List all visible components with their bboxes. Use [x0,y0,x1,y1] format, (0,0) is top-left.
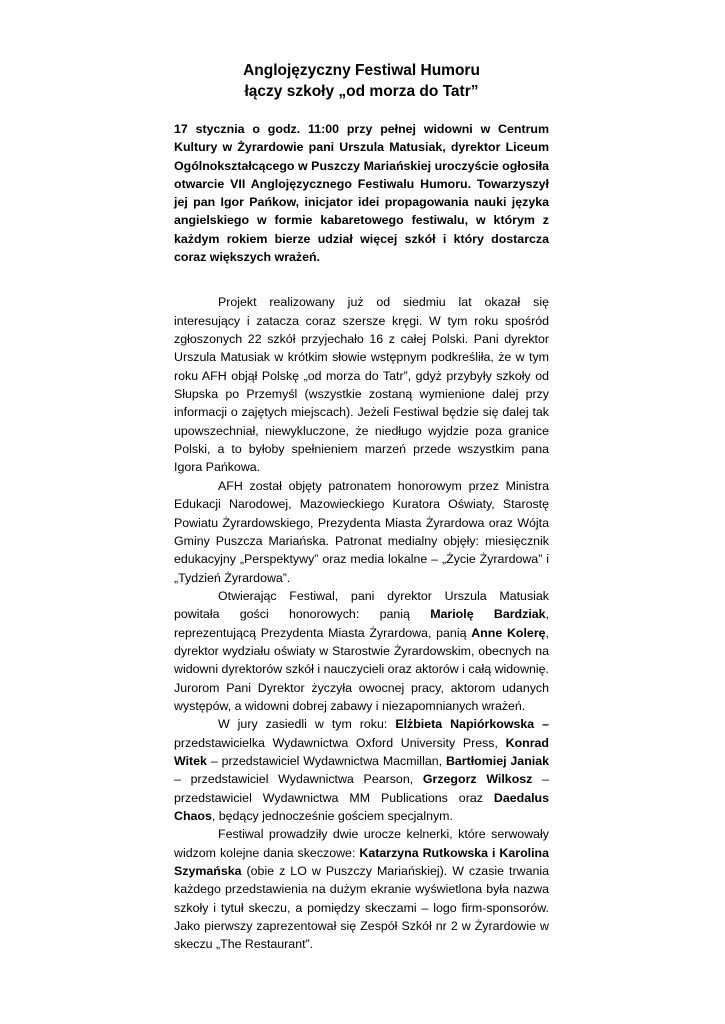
text: – przedstawiciel Wydawnictwa Macmillan, [206,753,446,768]
text: Festiwal prowadziły dwie urocze kelnerki, które serwowały widzom kolejne dania skeczowe: [174,827,549,860]
title-line-1: Anglojęzyczny Festiwal Humoru [243,62,480,79]
paragraph-project: Projekt realizowany już od siedmiu lat okazał się interesujący i zatacza coraz szersze kręgi. W tym roku spośród zgłoszonych 22 szkół przyjechało 16 z całej Polski. Pani dyrektor Urszula Matusiak w krótkim słowie wstępnym podkreśliła, że w tym roku AFH objął Polskę „od morza do Tatr”, gdyż przybyły szkoły od Słupska po Przemyśl (wszystkie zostaną wymienione dalej przy informacji o zajętych miejscach). Jeżeli Festiwal będzie się dalej tak upowszechniał, niewykluczone, że niedługo wyjdzie poza granice Polski, a to byłoby spełnieniem marzeń przede wszystkim pana Igora Pańkowa. [174,295,549,475]
paragraph-patronage: AFH został objęty patronatem honorowym przez Ministra Edukacji Narodowej, Mazowieckiego Kuratora Oświaty, Starostę Powiatu Żyrardowskiego, Prezydenta Miasta Żyrardowa oraz Wójta Gminy Puszcza Mariańska. Patronat medialny objęły: miesięcznik edukacyjny „Perspektywy” oraz media lokalne – „Życie Żyrardowa” i „Tydzień Żyrardowa”. [174,478,549,585]
text: Otwierając Festiwal, pani dyrektor Urszula Matusiak powitała gości honorowych: panią [174,588,549,622]
guest-name: Anne Kolerę [471,625,546,640]
paragraph-hosts [174,825,549,953]
text: , będący jednocześnie gościem specjalnym. [211,809,453,823]
text: W jury zasiedli w tym roku: [218,717,396,732]
juror-name: Konrad Witek [174,735,549,768]
text: (obie z LO w Puszczy Mariańskiej). W czasie trwania każdego przedstawienia na dużym ekranie wyświetlona była nazwa szkoły i tytuł skeczu, a pomiędzy skeczami – logo firm-sponsorów. Jako pierwszy zaprezentował się Zespół Szkół nr 2 w Żyrardowie w skeczu „The Restaurant”. [174,864,549,952]
text: – przedstawiciel Wydawnictwa Pearson, [174,772,423,787]
article-body [174,293,549,953]
article [174,60,549,954]
text: przedstawicielka Wydawnictwa Oxford University Press, [174,735,506,750]
text: – przedstawiciel Wydawnictwa MM Publications oraz [174,772,549,805]
text: , dyrektor wydziału oświaty w Starostwie Żyrardowskim, obecnych na widowni dyrektorów szkół i nauczycieli oraz aktorów i całą widownię. Jurorom Pani Dyrektor życzyła owocnej pracy, aktorom udanych występów, a widowni dobrej zabawy i niezapomnianych wrażeń. [174,625,549,713]
paragraph-opening [174,587,549,715]
juror-name: Bartłomiej Janiak [445,753,549,768]
article-title [174,60,549,102]
juror-name: Daedalus Chaos [174,790,549,823]
host-names: Katarzyna Rutkowska i Karolina Szymańska [174,845,550,879]
juror-name: Grzegorz Wilkosz [422,772,533,787]
lead-paragraph: 17 stycznia o godz. 11:00 przy pełnej widowni w Centrum Kultury w Żyrardowie pani Urszula Matusiak, dyrektor Liceum Ogólnokształcącego w Puszczy Mariańskiej uroczyście ogłosiła otwarcie VII Anglojęzycznego Festiwalu Humoru. Towarzyszył jej pan Igor Pańkow, inicjator idei propagowania nauki języka angielskiego w formie kabaretowego festiwalu, w którym z każdym rokiem bierze udział więcej szkół i który dostarcza coraz większych wrażeń. [174,122,549,265]
guest-name: Mariolę Bardziak [430,607,546,622]
paragraph-jury [174,715,549,825]
title-line-2: łączy szkoły „od morza do Tatr” [244,83,479,100]
text: , reprezentującą Prezydenta Miasta Żyrardowa, panią [174,607,549,640]
juror-name: Elżbieta Napiórkowska – [395,717,549,732]
